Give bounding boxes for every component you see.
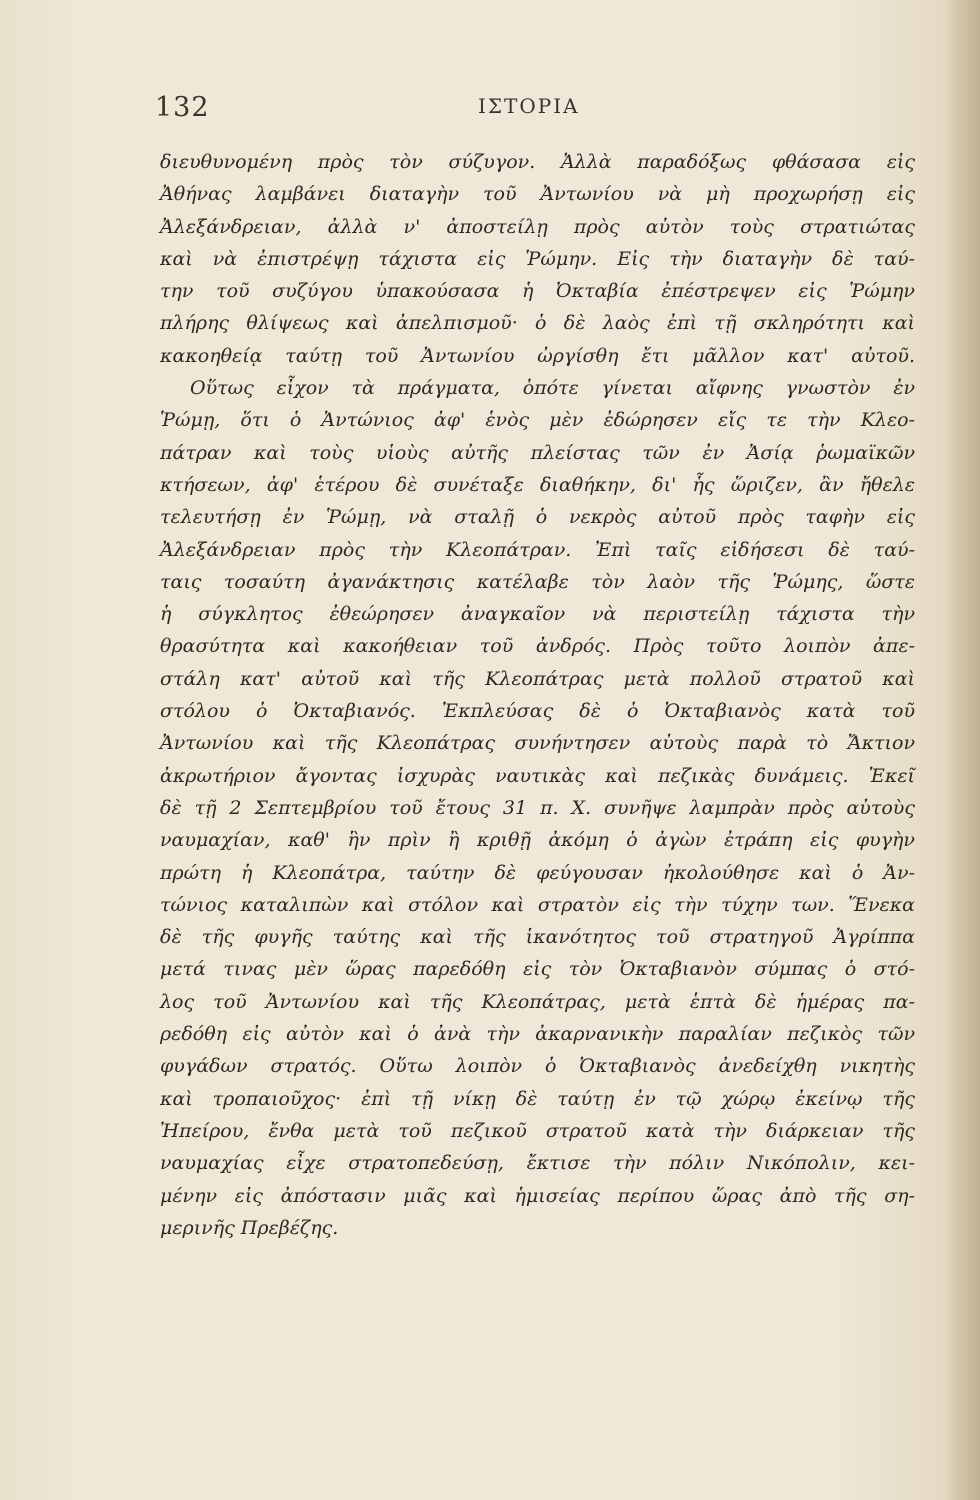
text-line: τώνιος καταλιπὼν καὶ στόλον καὶ στρατὸν εἰς τὴν τύχην των. Ἕνεκα [160,893,915,916]
text-line: φυγάδων στρατός. Οὕτω λοιπὸν ὁ Ὀκταβιανὸς ἀνεδείχθη νικητὴς [160,1055,915,1078]
text-line: ναυμαχίας εἶχε στρατοπεδεύσῃ, ἔκτισε τὴν πόλιν Νικόπολιν, κει- [160,1152,915,1175]
text-line: μένην εἰς ἀπόστασιν μιᾶς καὶ ἡμισείας περίπου ὥρας ἀπὸ τῆς ση- [160,1184,915,1207]
text-line: κτήσεων, ἀφ' ἑτέρου δὲ συνέταξε διαθήκην, δι' ἧς ὥριζεν, ἂν ἤθελε [160,473,915,496]
text-line: δὲ τῇ 2 Σεπτεμβρίου τοῦ ἔτους 31 π. Χ. συνῆψε λαμπρὰν πρὸς αὐτοὺς [160,796,915,819]
text-line: ἡ σύγκλητος ἐθεώρησεν ἀναγκαῖον νὰ περιστείλῃ τάχιστα τὴν [160,603,915,626]
text-line: Ἀντωνίου καὶ τῆς Κλεοπάτρας συνήντησεν αὐτοὺς παρὰ τὸ Ἄκτιον [160,732,915,755]
text-line: πρώτη ἡ Κλεοπάτρα, ταύτην δὲ φεύγουσαν ἠκολούθησε καὶ ὁ Ἀν- [160,861,915,884]
body-text [160,146,915,1244]
text-line: λος τοῦ Ἀντωνίου καὶ τῆς Κλεοπάτρας, μετὰ ἑπτὰ δὲ ἡμέρας πα- [160,990,915,1013]
text-line: κακοηθείᾳ ταύτῃ τοῦ Ἀντωνίου ὠργίσθη ἔτι μᾶλλον κατ' αὐτοῦ. [160,344,915,367]
text-line: δὲ τῆς φυγῆς ταύτης καὶ τῆς ἱκανότητος τοῦ στρατηγοῦ Ἀγρίππα [160,926,915,949]
text-line: στόλου ὁ Ὀκταβιανός. Ἐκπλεύσας δὲ ὁ Ὀκταβιανὸς κατὰ τοῦ [160,700,915,723]
text-line: θρασύτητα καὶ κακοήθειαν τοῦ ἀνδρός. Πρὸς τοῦτο λοιπὸν ἀπε- [160,635,915,658]
text-line: Ἠπείρου, ἔνθα μετὰ τοῦ πεζικοῦ στρατοῦ κατὰ τὴν διάρκειαν τῆς [160,1119,915,1142]
page-header [0,88,980,128]
text-line: Ἀλεξάνδρειαν πρὸς τὴν Κλεοπάτραν. Ἐπὶ ταῖς εἰδήσεσι δὲ ταύ- [160,538,915,561]
running-head: ΙΣΤΟΡΙΑ [478,94,580,118]
page-edge-shadow [946,0,980,1500]
text-line: διευθυνομένη πρὸς τὸν σύζυγον. Ἀλλὰ παραδόξως φθάσασα εἰς [160,151,915,173]
text-line: ναυμαχίαν, καθ' ἣν πρὶν ἢ κριθῇ ἀκόμη ὁ ἀγὼν ἐτράπη εἰς φυγὴν [160,829,915,852]
text-line: πλήρης θλίψεως καὶ ἀπελπισμοῦ· ὁ δὲ λαὸς ἐπὶ τῇ σκληρότητι καὶ [160,312,915,335]
text-line: Ῥώμῃ, ὅτι ὁ Ἀντώνιος ἀφ' ἑνὸς μὲν ἐδώρησεν εἴς τε τὴν Κλεο- [160,409,915,432]
text-line: μερινῆς Πρεβέζης. [160,1216,339,1239]
text-line: Οὕτως εἶχον τὰ πράγματα, ὁπότε γίνεται αἴφνης γνωστὸν ἐν [190,377,915,400]
text-line: Ἀλεξάνδρειαν, ἀλλὰ ν' ἀποστείλῃ πρὸς αὐτὸν τοὺς στρατιώτας [160,215,915,238]
text-line: μετά τινας μὲν ὥρας παρεδόθη εἰς τὸν Ὀκταβιανὸν σύμπας ὁ στό- [160,958,915,981]
text-line: Ἀθήνας λαμβάνει διαταγὴν τοῦ Ἀντωνίου νὰ μὴ προχωρήσῃ εἰς [160,183,915,206]
text-line: στάλη κατ' αὐτοῦ καὶ τῆς Κλεοπάτρας μετὰ πολλοῦ στρατοῦ καὶ [160,667,915,690]
text-line: καὶ τροπαιοῦχος· ἐπὶ τῇ νίκῃ δὲ ταύτῃ ἐν τῷ χώρῳ ἐκείνῳ τῆς [160,1087,915,1110]
text-line: τελευτήσῃ ἐν Ῥώμῃ, νὰ σταλῇ ὁ νεκρὸς αὐτοῦ πρὸς ταφὴν εἰς [160,506,915,529]
text-line: την τοῦ συζύγου ὑπακούσασα ἡ Ὀκταβία ἐπέστρεψεν εἰς Ῥώμην [160,280,915,303]
text-line: καὶ νὰ ἐπιστρέψῃ τάχιστα εἰς Ῥώμην. Εἰς τὴν διαταγὴν δὲ ταύ- [160,247,915,270]
text-line: ταις τοσαύτη ἀγανάκτησις κατέλαβε τὸν λαὸν τῆς Ῥώμης, ὥστε [160,570,915,593]
page-number: 132 [155,92,210,123]
text-line: ρεδόθη εἰς αὐτὸν καὶ ὁ ἀνὰ τὴν ἀκαρνανικὴν παραλίαν πεζικὸς τῶν [160,1023,915,1046]
text-line: ἀκρωτήριον ἄγοντας ἰσχυρὰς ναυτικὰς καὶ πεζικὰς δυνάμεις. Ἐκεῖ [160,764,915,787]
text-line: πάτραν καὶ τοὺς υἱοὺς αὐτῆς πλείστας τῶν ἐν Ἀσίᾳ ῥωμαϊκῶν [160,441,915,464]
